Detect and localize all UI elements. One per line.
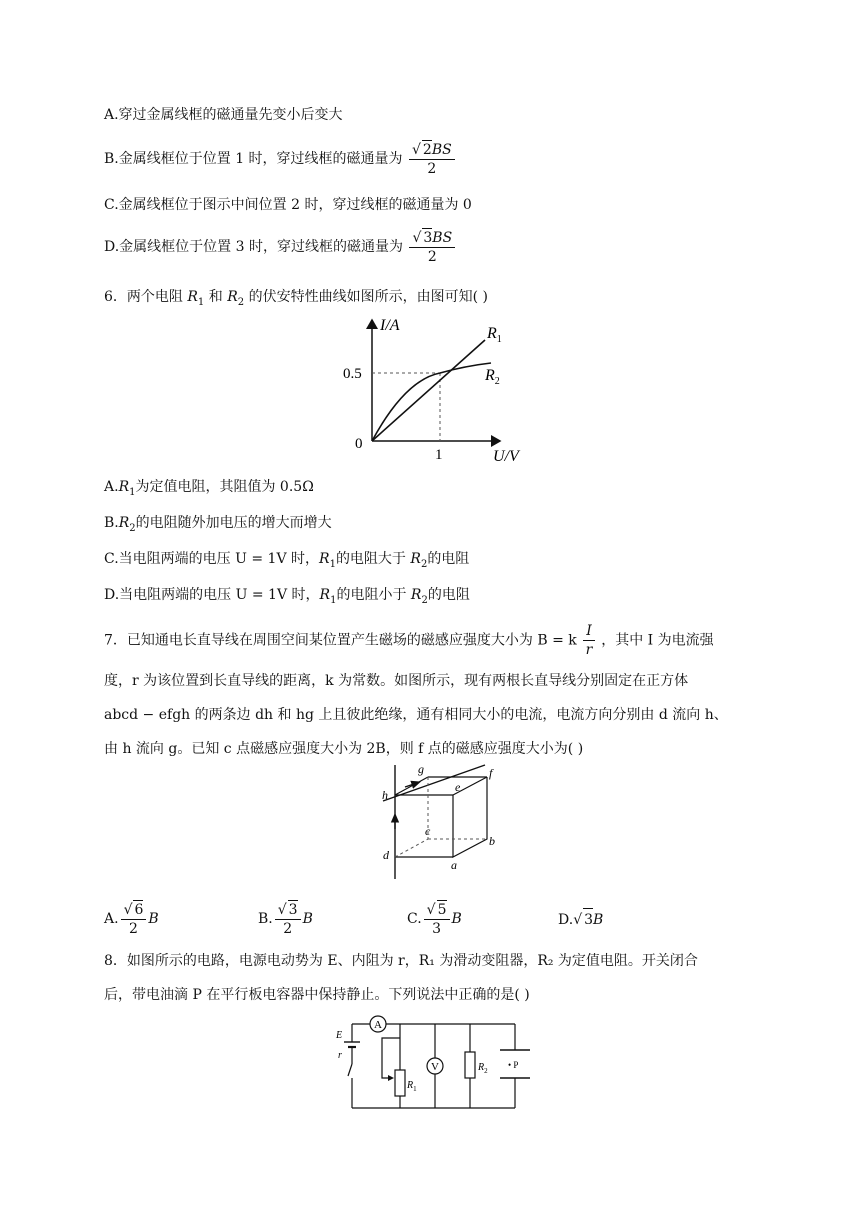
fraction: $\frac{√ 2BS}{2}$ (409, 140, 455, 178)
r2-resistor (465, 1052, 475, 1078)
q7-option-b: B. $\frac{√ 3}{2}$ B (258, 902, 313, 937)
label-a: a (451, 858, 457, 872)
curve-r2-label: $R_2$ (485, 367, 500, 387)
q7-stem-line-1: 7．已知通电长直导线在周围空间某位置产生磁场的磁感应强度大小为 B = k $\frac{I}{r}$ ，其中 I 为电流强 (104, 623, 714, 658)
q5-option-b: B.金属线框位于位置 1 时，穿过线框的磁通量为 $\frac{√ 2BS}{2}$ (104, 140, 457, 178)
label-e: e (455, 780, 461, 794)
svg-text:E: E (336, 1030, 343, 1041)
q8-stem-line-2: 后，带电油滴 P 在平行板电容器中保持静止。下列说法中正确的是( ) (104, 987, 530, 1003)
q6-option-c: C.当电阻两端的电压 U = 1V 时，$R_1$的电阻大于 $R_2$的电阻 (104, 551, 470, 570)
oil-drop-label: • P (508, 1060, 519, 1070)
curve-r2 (372, 363, 491, 441)
curve-r1-label: $R_1$ (487, 325, 502, 345)
cube-diagram (365, 755, 505, 880)
svg-text:A: A (374, 1019, 382, 1031)
label-b: b (489, 834, 495, 848)
svg-text:r: r (338, 1050, 342, 1061)
x-tick-label: 1 (435, 447, 443, 463)
x-axis-label: U/V (493, 448, 519, 465)
iv-graph (335, 308, 535, 468)
q6-option-a: $A.R_1$为定值电阻，其阻值为 0.5Ω (104, 479, 314, 498)
q7-option-c: C. $\frac{√ 5}{3}$ B (407, 902, 462, 937)
q6-stem: 6．两个电阻 $R_1$ 和 $R_2$ 的伏安特性曲线如图所示，由图可知( ) (104, 289, 488, 308)
switch (348, 1064, 352, 1076)
q7-option-d: D.√ 3B (558, 908, 603, 931)
label-f: f (489, 766, 493, 780)
q7-stem-line-4: 由 h 流向 g。已知 c 点磁感应强度大小为 2B，则 f 点的磁感应强度大小为( ) (104, 741, 584, 757)
y-tick-label: 0.5 (343, 366, 362, 382)
q7-option-a: A. $\frac{√ 6}{2}$ B (104, 902, 159, 937)
q6-option-b: $B.R_2$的电阻随外加电压的增大而增大 (104, 515, 332, 534)
q5-option-d: D.金属线框位于位置 3 时，穿过线框的磁通量为 $\frac{√ 3BS}{2}$ (104, 228, 457, 266)
cube-hidden-3 (395, 839, 428, 857)
svg-text:R2: $R_2$ (478, 1062, 488, 1075)
q8-stem-line-1: 8．如图所示的电路，电源电动势为 E、内阻为 r，R₁ 为滑动变阻器，R₂ 为定值电阻。开关闭合 (104, 953, 698, 969)
fraction: $\frac{I}{r}$ (583, 622, 595, 659)
fraction: $\frac{√ 3BS}{2}$ (409, 228, 455, 266)
q5-option-a: A.穿过金属线框的磁通量先变小后变大 (104, 107, 343, 123)
label-c: c (425, 824, 431, 838)
label-d: d (383, 848, 389, 862)
label-g: g (418, 762, 424, 776)
r1-resistor (395, 1070, 405, 1096)
q7-stem-line-2: 度，r 为该位置到长直导线的距离，k 为常数。如图所示，现有两根长直导线分别固定在正方体 (104, 673, 689, 689)
y-axis-label: I/A (380, 317, 400, 334)
svg-text:V: V (431, 1061, 439, 1073)
q5-option-c: C.金属线框位于图示中间位置 2 时，穿过线框的磁通量为 0 (104, 197, 472, 213)
svg-text:R1: $R_1$ (407, 1080, 417, 1093)
circuit-diagram (330, 1012, 530, 1117)
cube-top-left (395, 777, 428, 795)
q7-stem-line-3: abcd − efgh 的两条边 dh 和 hg 上且彼此绝缘，通有相同大小的电流，电流方向分别由 d 流向 h、 (104, 707, 728, 723)
origin-label: 0 (355, 436, 363, 452)
q6-option-d: D.当电阻两端的电压 U = 1V 时，$R_1$的电阻小于 $R_2$的电阻 (104, 587, 470, 606)
curve-r1 (372, 340, 485, 441)
label-h: h (382, 788, 388, 802)
